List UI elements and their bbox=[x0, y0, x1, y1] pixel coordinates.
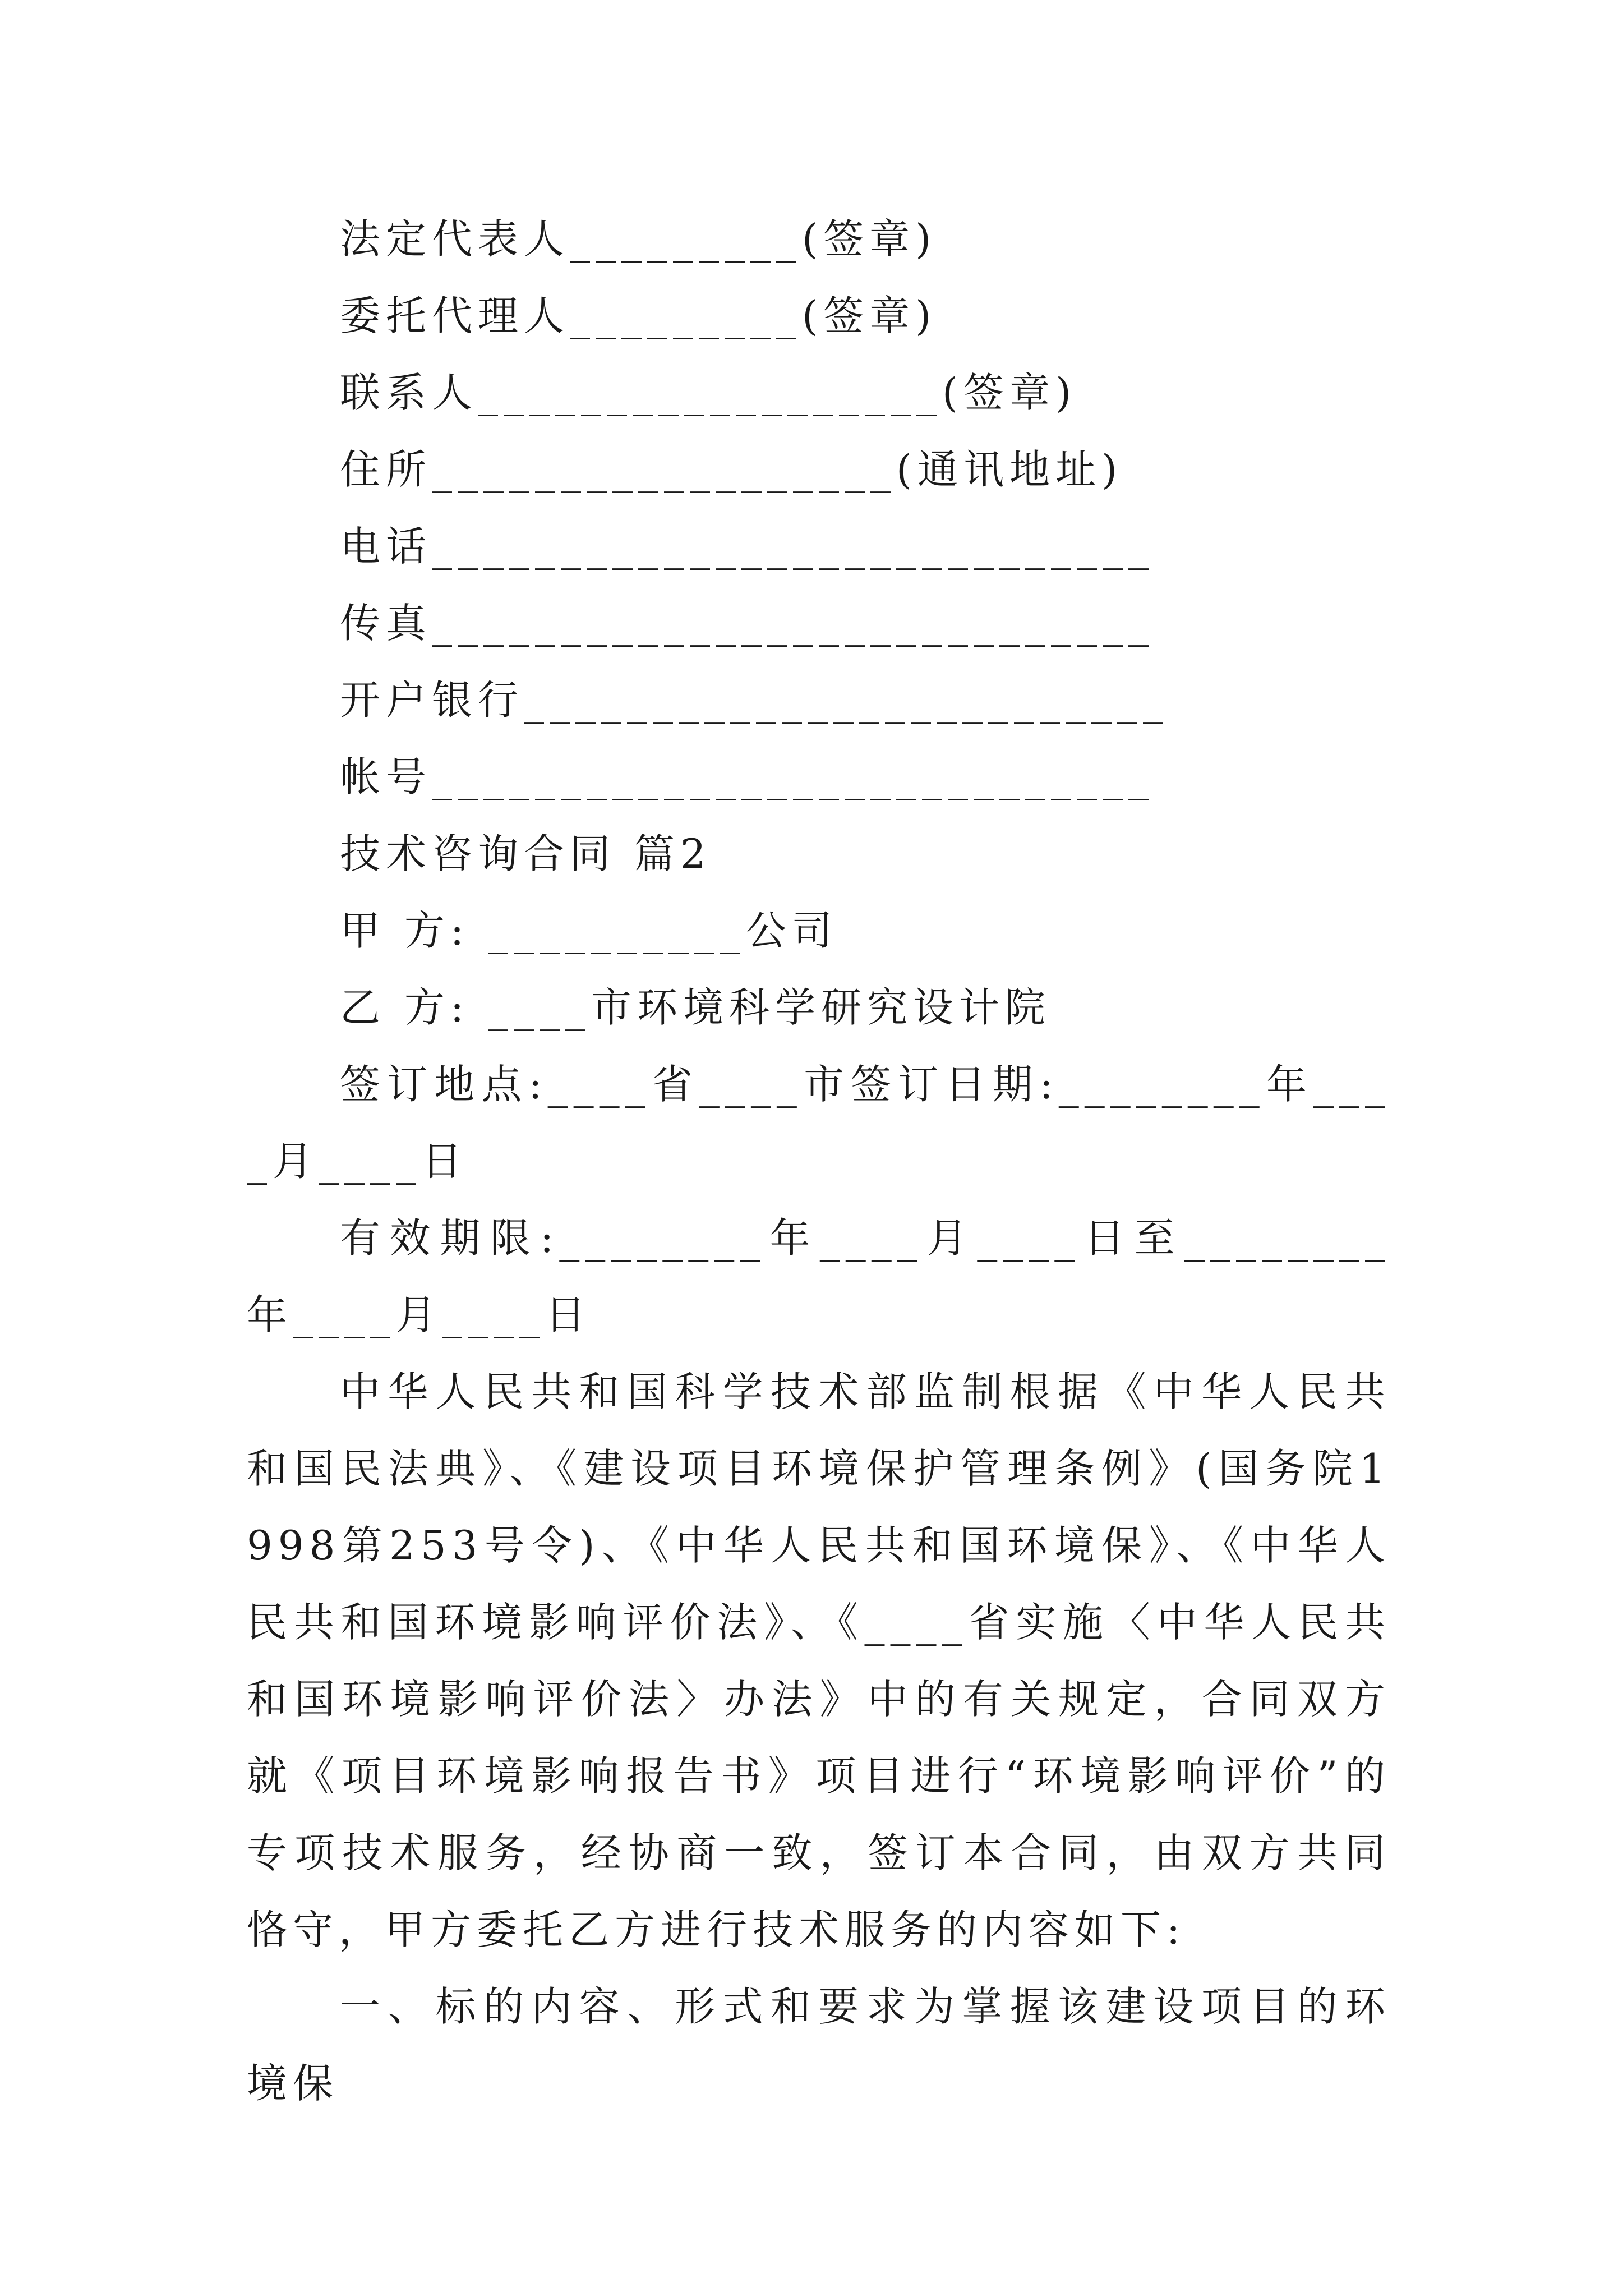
fax-line: 传真____________________________ bbox=[340, 600, 1154, 647]
legal-rep-line: 法定代表人_________(签章) bbox=[340, 215, 937, 263]
party-b-line: 乙 方: ____市环境科学研究设计院 bbox=[340, 984, 1052, 1031]
contract-heading: 技术咨询合同 篇2 bbox=[340, 830, 712, 877]
phone-line: 电话____________________________ bbox=[340, 523, 1154, 570]
agent-line: 委托代理人_________(签章) bbox=[340, 292, 937, 339]
address-line: 住所__________________(通讯地址) bbox=[340, 446, 1123, 493]
intro-paragraph: 中华人民共和国科学技术部监制根据《中华人民共和国民法典》、《建设项目环境保护管理条例》(国务院1998第253号令)、《中华人民共和国环境保》、《中华人民共和国环境影响评价法》、《____省实施〈中华人民共和国环境影响评价法〉办法》中的有关规定，合同双方就《项目环境影响报告书》项目进行“环境影响评价”的专项技术服务，经协商一致，签订本合同，由双方共同恪守，甲方委托乙方进行技术服务的内容如下: bbox=[247, 1368, 1391, 1953]
account-line: 帐号____________________________ bbox=[340, 753, 1154, 800]
party-a-line: 甲 方: __________公司 bbox=[340, 907, 838, 954]
bank-line: 开户银行_________________________ bbox=[340, 677, 1169, 724]
document-body bbox=[247, 201, 1391, 2122]
validity-paragraph: 有效期限:________年____月____日至________年____月____日 bbox=[247, 1214, 1391, 1338]
contact-line: 联系人__________________(签章) bbox=[340, 369, 1077, 416]
sign-place-date-paragraph: 签订地点:____省____市签订日期:________年____月____日 bbox=[247, 1061, 1391, 1185]
section-1-paragraph: 一、标的内容、形式和要求为掌握该建设项目的环境保 bbox=[247, 1983, 1391, 2107]
